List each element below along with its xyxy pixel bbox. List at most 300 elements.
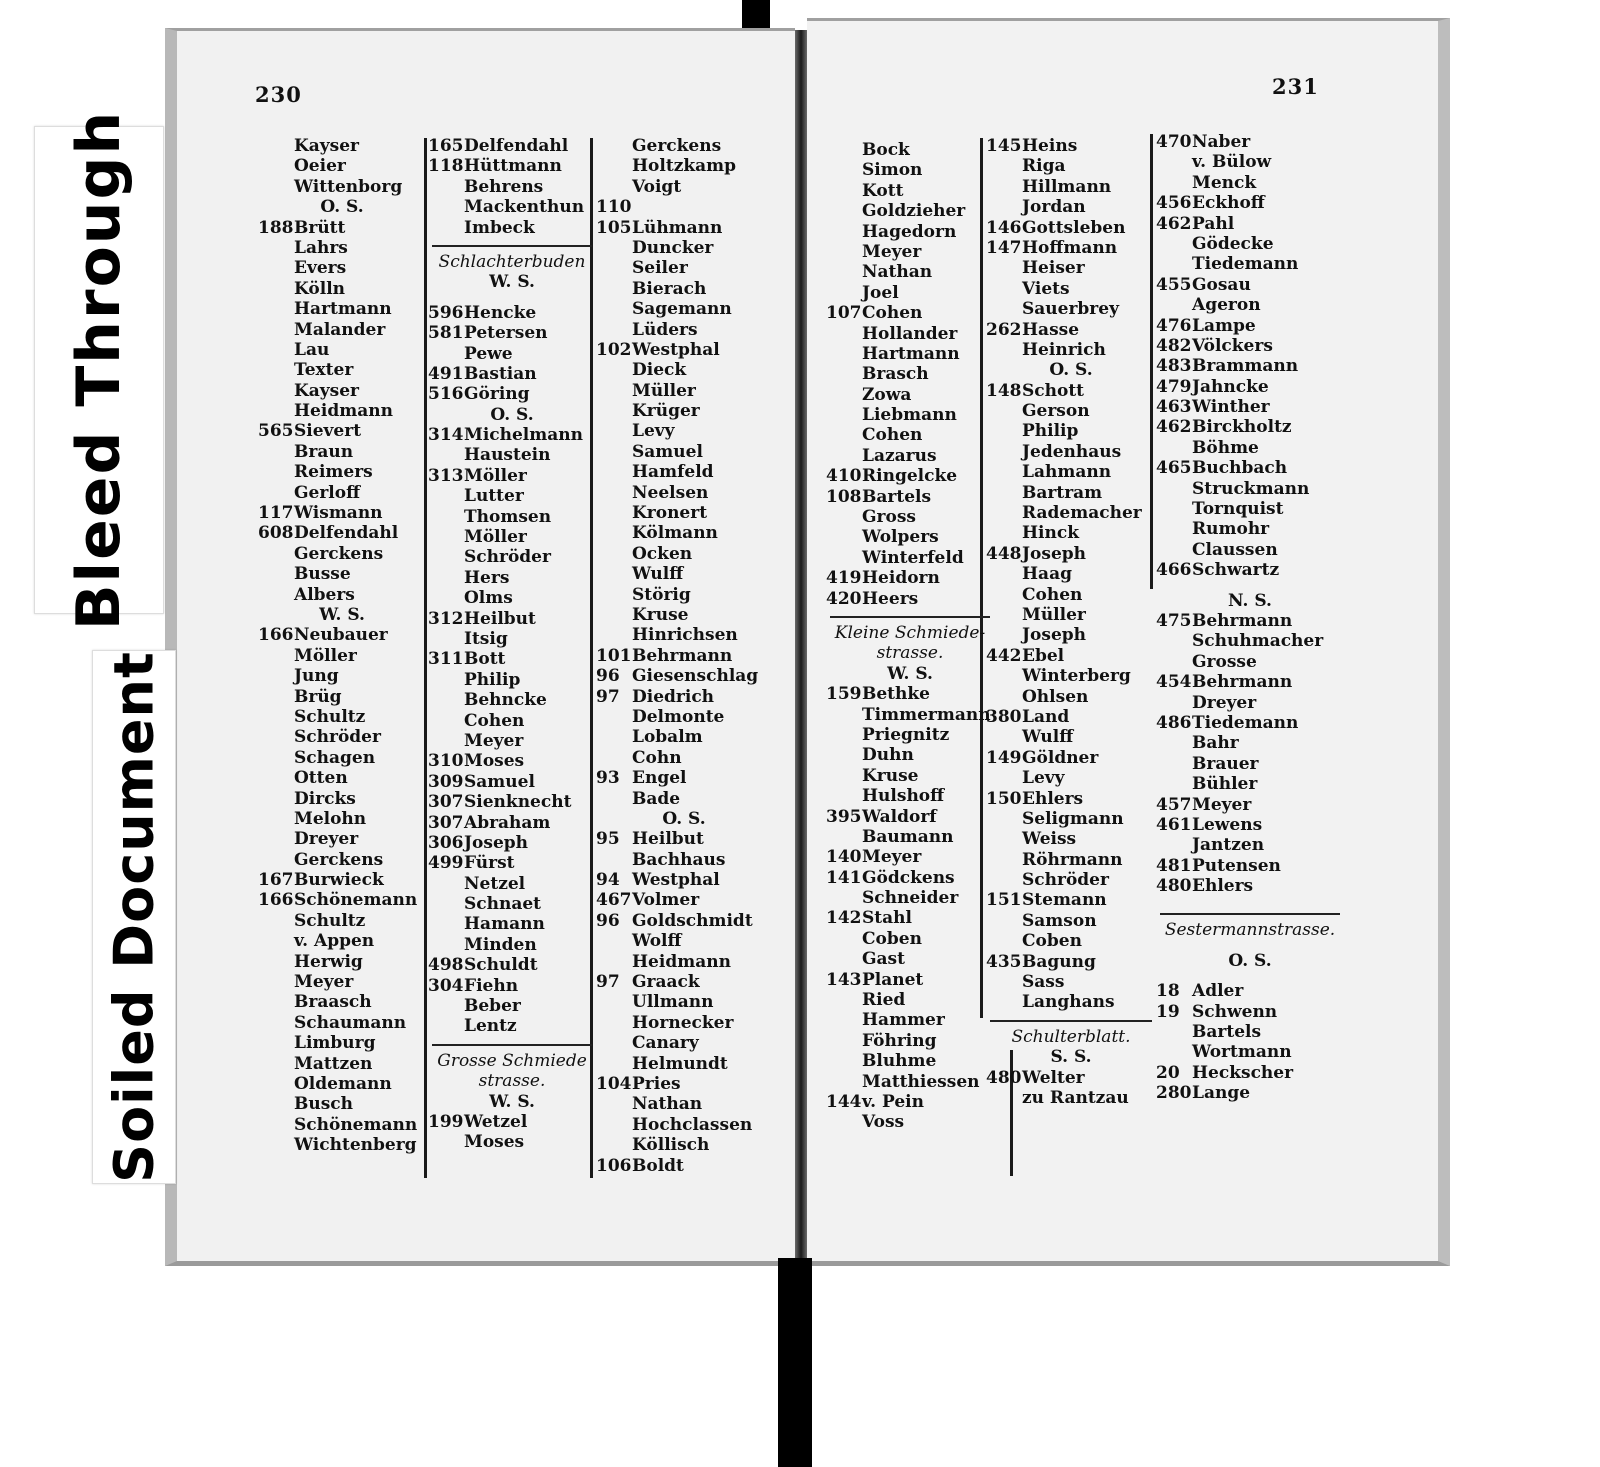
directory-entry: [826, 487, 994, 507]
directory-entry: [986, 850, 1156, 870]
directory-entry: [1156, 1083, 1344, 1103]
house-number: 146: [986, 217, 1022, 238]
resident-name: Haustein: [464, 445, 551, 466]
resident-name: Philip: [464, 669, 521, 690]
directory-entry: [258, 789, 426, 809]
directory-entry: [826, 684, 994, 704]
directory-entry: [826, 766, 994, 786]
house-number: 167: [258, 870, 294, 891]
directory-entry: [826, 344, 994, 364]
resident-name: Jahncke: [1192, 376, 1269, 397]
resident-name: Meyer: [294, 972, 354, 993]
directory-column-5: [986, 136, 1156, 1108]
side-heading: [986, 1047, 1156, 1067]
resident-name: Cohen: [862, 303, 923, 324]
resident-name: Gerckens: [294, 849, 384, 870]
resident-name: Schuhmacher: [1192, 631, 1324, 652]
resident-name: Welter: [1022, 1067, 1085, 1088]
directory-entry: [826, 160, 994, 180]
resident-name: Riga: [1022, 156, 1066, 177]
resident-name: Pewe: [464, 343, 513, 364]
resident-name: Wetzel: [464, 1111, 528, 1132]
directory-entry: [428, 303, 596, 323]
directory-entry: [596, 340, 772, 360]
directory-entry: [596, 360, 772, 380]
directory-entry: [258, 381, 426, 401]
directory-entry: [826, 181, 994, 201]
resident-name: Brauer: [1192, 753, 1259, 774]
resident-name: Brüg: [294, 686, 342, 707]
house-number: 93: [596, 768, 620, 789]
side-heading-text: O. S.: [490, 404, 534, 425]
resident-name: Boldt: [632, 1155, 684, 1176]
house-number: 108: [826, 486, 862, 507]
house-number: 499: [428, 853, 464, 874]
directory-entry: [596, 401, 772, 421]
house-number: 481: [1156, 855, 1192, 876]
resident-name: Kruse: [862, 765, 919, 786]
street-heading: [1156, 920, 1344, 940]
directory-entry: [826, 1010, 994, 1030]
directory-entry: [826, 1112, 994, 1132]
directory-entry: [986, 809, 1156, 829]
resident-name: Bagung: [1022, 951, 1096, 972]
resident-name: Hornecker: [632, 1012, 734, 1033]
directory-entry: [258, 320, 426, 340]
resident-name: Baumann: [862, 826, 954, 847]
spacer: [1156, 896, 1344, 906]
directory-entry: [596, 197, 772, 217]
resident-name: Meyer: [862, 241, 922, 262]
resident-name: Fürst: [464, 853, 515, 874]
resident-name: Busse: [294, 564, 351, 585]
directory-entry: [596, 1115, 772, 1135]
resident-name: Evers: [294, 258, 347, 279]
directory-entry: [596, 523, 772, 543]
resident-name: Schröder: [1022, 870, 1109, 891]
directory-entry: [1156, 316, 1344, 336]
resident-name: Schnaet: [464, 894, 542, 915]
directory-entry: [826, 405, 994, 425]
directory-entry: [428, 136, 596, 156]
house-number: 461: [1156, 814, 1192, 835]
directory-entry: [258, 646, 426, 666]
resident-name: Abraham: [464, 812, 551, 833]
resident-name: Volmer: [632, 890, 700, 911]
directory-entry: [986, 789, 1156, 809]
resident-name: Bachhaus: [632, 849, 726, 870]
resident-name: Stahl: [862, 908, 912, 929]
resident-name: Bade: [632, 788, 681, 809]
directory-entry: [258, 1094, 426, 1114]
street-heading: [428, 252, 596, 272]
resident-name: Otten: [294, 768, 348, 789]
section-rule: [986, 1013, 1156, 1027]
resident-name: Hinck: [1022, 523, 1080, 544]
directory-entry: [826, 303, 994, 323]
resident-name: Göldner: [1022, 747, 1099, 768]
directory-entry: [258, 585, 426, 605]
resident-name: Bethke: [862, 684, 930, 705]
section-rule: [428, 1037, 596, 1051]
resident-name: Heilbut: [464, 608, 536, 629]
resident-name: Sievert: [294, 421, 362, 442]
directory-entry: [1156, 438, 1344, 458]
resident-name: Heers: [862, 588, 919, 609]
directory-entry: [986, 299, 1156, 319]
resident-name: Moses: [464, 1132, 525, 1153]
directory-entry: [428, 425, 596, 445]
house-number: 380: [986, 706, 1022, 727]
directory-entry: [428, 670, 596, 690]
resident-name: Heidmann: [632, 951, 731, 972]
resident-name: Schröder: [464, 547, 551, 568]
side-heading-text: W. S.: [489, 1091, 535, 1112]
directory-entry: [428, 894, 596, 914]
house-number: 480: [986, 1067, 1022, 1088]
resident-name: Tiedemann: [1192, 254, 1299, 275]
resident-name: Schuldt: [464, 955, 538, 976]
resident-name: Minden: [464, 934, 537, 955]
directory-entry: [258, 258, 426, 278]
resident-name: Malander: [294, 319, 386, 340]
directory-entry: [1156, 377, 1344, 397]
section-rule: [428, 238, 596, 252]
directory-entry: [258, 911, 426, 931]
resident-name: Schultz: [294, 706, 366, 727]
house-number: 142: [826, 908, 862, 929]
resident-name: Herwig: [294, 951, 363, 972]
book-gutter: [795, 30, 807, 1266]
directory-entry: [596, 1033, 772, 1053]
directory-entry: [428, 609, 596, 629]
directory-entry: [986, 483, 1156, 503]
resident-name: Gottsleben: [1022, 217, 1126, 238]
directory-entry: [986, 258, 1156, 278]
house-number: 465: [1156, 458, 1192, 479]
directory-entry: [986, 320, 1156, 340]
resident-name: Hamann: [464, 914, 545, 935]
directory-entry: [986, 727, 1156, 747]
house-number: 457: [1156, 794, 1192, 815]
directory-entry: [596, 218, 772, 238]
resident-name: v. Appen: [294, 931, 375, 952]
house-number: 110: [596, 197, 632, 218]
resident-name: Philip: [1022, 421, 1079, 442]
resident-name: Voigt: [632, 176, 682, 197]
directory-entry: [258, 809, 426, 829]
directory-entry: [1156, 652, 1344, 672]
directory-entry: [826, 1031, 994, 1051]
directory-entry: [986, 748, 1156, 768]
house-number: 151: [986, 890, 1022, 911]
directory-entry: [1156, 631, 1344, 651]
page-number-right: 231: [1272, 74, 1319, 99]
resident-name: Land: [1022, 706, 1070, 727]
house-number: 165: [428, 136, 464, 156]
house-number: 118: [428, 156, 464, 177]
house-number: 307: [428, 812, 464, 833]
street-heading: [826, 643, 994, 663]
resident-name: Kayser: [294, 380, 360, 401]
spacer: [1156, 941, 1344, 951]
resident-name: Imbeck: [464, 217, 535, 238]
house-number: 188: [258, 217, 294, 238]
directory-entry: [428, 197, 596, 217]
resident-name: Hencke: [464, 302, 537, 323]
side-heading-text: O. S.: [662, 808, 706, 829]
directory-entry: [826, 507, 994, 527]
directory-entry: [986, 992, 1156, 1012]
directory-entry: [428, 792, 596, 812]
directory-entry: [1156, 611, 1344, 631]
directory-entry: [258, 687, 426, 707]
resident-name: Hochclassen: [632, 1114, 753, 1135]
side-heading-text: N. S.: [1228, 590, 1272, 611]
directory-entry: [826, 527, 994, 547]
directory-entry: [596, 258, 772, 278]
house-number: 483: [1156, 356, 1192, 377]
directory-entry: [826, 364, 994, 384]
directory-entry: [428, 874, 596, 894]
resident-name: Meyer: [1192, 794, 1252, 815]
resident-name: zu Rantzau: [1022, 1087, 1129, 1108]
directory-entry: [826, 745, 994, 765]
directory-entry: [1156, 876, 1344, 896]
directory-entry: [428, 813, 596, 833]
directory-entry: [986, 890, 1156, 910]
resident-name: Lutter: [464, 486, 524, 507]
resident-name: Wismann: [294, 503, 383, 524]
soiled-document-label: [92, 650, 176, 1184]
resident-name: Föhring: [862, 1030, 937, 1051]
directory-entry: [826, 1072, 994, 1092]
directory-entry: [826, 725, 994, 745]
directory-entry: [258, 829, 426, 849]
directory-entry: [258, 1013, 426, 1033]
resident-name: Cohen: [862, 425, 923, 446]
directory-entry: [826, 705, 994, 725]
house-number: 147: [986, 237, 1022, 258]
directory-entry: [1156, 254, 1344, 274]
resident-name: Böhme: [1192, 437, 1259, 458]
house-number: 150: [986, 788, 1022, 809]
resident-name: Liebmann: [862, 405, 957, 426]
directory-entry: [826, 283, 994, 303]
resident-name: Beber: [464, 996, 521, 1017]
resident-name: Ringelcke: [862, 466, 958, 487]
spacer: [1156, 971, 1344, 981]
directory-entry: [428, 344, 596, 364]
resident-name: Lentz: [464, 1016, 517, 1037]
resident-name: Samuel: [464, 771, 535, 792]
house-number: 102: [596, 339, 632, 360]
directory-entry: [258, 727, 426, 747]
directory-entry: [596, 564, 772, 584]
resident-name: Graack: [632, 972, 700, 993]
resident-name: Gerloff: [294, 482, 361, 503]
resident-name: Heidmann: [294, 401, 393, 422]
directory-entry: [1156, 275, 1344, 295]
side-heading-text: W. S.: [887, 663, 933, 684]
side-heading: [428, 1092, 596, 1112]
resident-name: Weiss: [1022, 829, 1077, 850]
directory-entry: [986, 462, 1156, 482]
resident-name: Cohen: [1022, 584, 1083, 605]
directory-entry: [1156, 173, 1344, 193]
resident-name: Dircks: [294, 788, 356, 809]
resident-name: Kruse: [632, 604, 689, 625]
house-number: 312: [428, 608, 464, 629]
resident-name: Delfendahl: [464, 136, 569, 156]
resident-name: Schott: [1022, 380, 1085, 401]
resident-name: Duncker: [632, 237, 714, 258]
resident-name: Behrmann: [632, 645, 733, 666]
resident-name: Helmundt: [632, 1053, 728, 1074]
directory-entry: [428, 507, 596, 527]
directory-entry: [1156, 397, 1344, 417]
directory-entry: [428, 364, 596, 384]
resident-name: Bock: [862, 140, 910, 160]
directory-entry: [826, 868, 994, 888]
house-number: 18: [1156, 981, 1180, 1002]
directory-entry: [428, 711, 596, 731]
resident-name: Dreyer: [294, 829, 359, 850]
resident-name: Jordan: [1022, 197, 1086, 218]
directory-entry: [428, 731, 596, 751]
resident-name: Oldemann: [294, 1073, 392, 1094]
directory-entry: [596, 789, 772, 809]
resident-name: Heckscher: [1192, 1062, 1294, 1083]
directory-entry: [1156, 672, 1344, 692]
directory-entry: [428, 649, 596, 669]
directory-entry: [428, 833, 596, 853]
resident-name: Bott: [464, 649, 506, 670]
directory-entry: [986, 585, 1156, 605]
house-number: 456: [1156, 193, 1192, 214]
directory-entry: [596, 1013, 772, 1033]
directory-entry: [596, 279, 772, 299]
directory-entry: [986, 503, 1156, 523]
directory-entry: [428, 588, 596, 608]
directory-entry: [596, 1054, 772, 1074]
directory-entry: [596, 727, 772, 747]
directory-entry: [596, 992, 772, 1012]
resident-name: Behncke: [464, 690, 547, 711]
resident-name: Heilbut: [632, 829, 704, 850]
resident-name: Coben: [1022, 931, 1082, 952]
resident-name: Texter: [294, 360, 354, 381]
resident-name: Gosau: [1192, 274, 1251, 295]
directory-entry: [826, 1051, 994, 1071]
side-heading: [596, 809, 772, 829]
resident-name: Zowa: [862, 384, 912, 405]
resident-name: Levy: [1022, 768, 1065, 789]
house-number: 140: [826, 847, 862, 868]
resident-name: Völckers: [1192, 335, 1273, 356]
directory-entry: [826, 929, 994, 949]
directory-entry: [258, 1033, 426, 1053]
directory-entry: [986, 625, 1156, 645]
spacer: [1156, 581, 1344, 591]
resident-name: Braun: [294, 441, 354, 462]
directory-entry: [826, 888, 994, 908]
directory-entry: [258, 768, 426, 788]
house-number: 482: [1156, 335, 1192, 356]
directory-entry: [986, 177, 1156, 197]
resident-name: Möller: [464, 465, 527, 486]
house-number: 141: [826, 867, 862, 888]
page-number-left: 230: [255, 82, 302, 107]
resident-name: Jantzen: [1192, 835, 1265, 856]
directory-entry: [596, 870, 772, 890]
directory-entry: [258, 666, 426, 686]
directory-entry: [258, 401, 426, 421]
resident-name: Goldschmidt: [632, 910, 753, 931]
directory-entry: [428, 772, 596, 792]
street-heading-text: strasse.: [876, 643, 944, 664]
directory-entry: [596, 299, 772, 319]
directory-entry: [986, 1088, 1156, 1108]
resident-name: Cohen: [464, 710, 525, 731]
directory-entry: [826, 990, 994, 1010]
house-number: 475: [1156, 610, 1192, 631]
directory-entry: [1156, 132, 1344, 152]
resident-name: Oeier: [294, 156, 346, 177]
resident-name: Schwartz: [1192, 560, 1280, 581]
section-rule: [826, 609, 994, 623]
directory-entry: [428, 976, 596, 996]
directory-entry: [1156, 417, 1344, 437]
directory-entry: [596, 687, 772, 707]
street-heading-text: strasse.: [478, 1071, 546, 1092]
house-number: 463: [1156, 397, 1192, 418]
resident-name: Bastian: [464, 363, 537, 384]
resident-name: Bartels: [862, 486, 932, 507]
directory-entry: [986, 931, 1156, 951]
side-heading: [986, 360, 1156, 380]
directory-entry: [596, 421, 772, 441]
resident-name: Hillmann: [1022, 176, 1112, 197]
resident-name: Cohn: [632, 747, 682, 768]
resident-name: Samson: [1022, 910, 1097, 931]
resident-name: Levy: [632, 421, 675, 442]
resident-name: Gerckens: [632, 136, 722, 156]
house-number: 313: [428, 465, 464, 486]
directory-entry: [986, 421, 1156, 441]
directory-entry: [428, 1132, 596, 1152]
house-number: 107: [826, 303, 862, 324]
house-number: 304: [428, 975, 464, 996]
resident-name: Tornquist: [1192, 499, 1284, 520]
resident-name: Kott: [862, 180, 904, 201]
resident-name: Hartmann: [862, 343, 960, 364]
directory-entry: [428, 935, 596, 955]
directory-entry: [986, 646, 1156, 666]
resident-name: Delfendahl: [294, 523, 399, 544]
side-heading: [1156, 951, 1344, 971]
directory-entry: [258, 483, 426, 503]
directory-entry: [258, 1115, 426, 1135]
resident-name: Wichtenberg: [294, 1135, 417, 1156]
directory-entry: [596, 585, 772, 605]
house-number: 20: [1156, 1062, 1180, 1083]
house-number: 149: [986, 747, 1022, 768]
directory-entry: [1156, 336, 1344, 356]
house-number: 565: [258, 421, 294, 442]
side-heading: [826, 664, 994, 684]
house-number: 419: [826, 568, 862, 589]
